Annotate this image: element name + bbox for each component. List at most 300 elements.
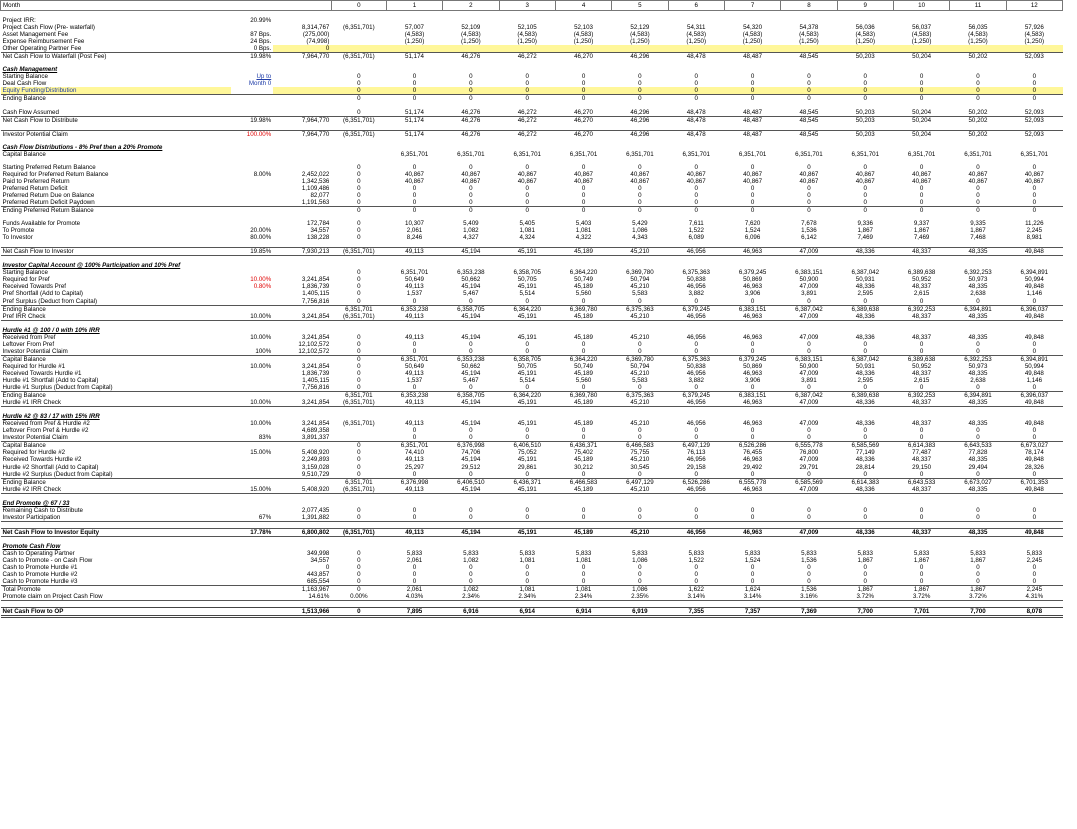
empty-cell <box>331 144 386 151</box>
empty-cell <box>724 500 780 507</box>
empty-cell <box>837 543 893 550</box>
month-value: 1,082 <box>463 556 479 564</box>
month-value: 0 <box>581 340 586 348</box>
section-title-row <box>1 413 1063 420</box>
month-value: 6,369,780 <box>626 269 654 277</box>
row-assumption: 19.98% <box>231 116 273 124</box>
month-value: 45,194 <box>461 369 481 377</box>
month-value: 1,522 <box>688 227 704 235</box>
month-value <box>331 38 386 45</box>
month-value: 0 <box>668 87 724 95</box>
month-value: (1,250) <box>404 38 425 46</box>
table-row <box>1 456 1063 463</box>
table-row <box>1 578 1063 586</box>
row-label: Hurdle #2 Shortfall (Add to Capital) <box>2 463 99 471</box>
month-value: 0 <box>386 87 442 95</box>
row-label: Preferred Return Due on Balance <box>2 191 95 199</box>
row-total: 3,241,854 <box>273 313 331 321</box>
month-value: 0 <box>412 578 417 586</box>
month-value: 6,353,238 <box>457 269 485 277</box>
table-row <box>1 234 1063 241</box>
month-value: 45,189 <box>574 420 594 428</box>
month-value: 0 <box>950 514 1006 522</box>
month-value: 2,638 <box>970 376 986 384</box>
month-value: 50,204 <box>893 130 949 138</box>
table-row <box>1 185 1063 192</box>
month-value: 0 <box>1032 427 1037 435</box>
row-total: 7,756,816 <box>301 384 330 392</box>
month-value: 6,406,510 <box>443 478 499 486</box>
empty-cell <box>781 500 837 507</box>
month-value: 2,245 <box>1026 227 1043 235</box>
row-total: 1,513,966 <box>273 608 331 617</box>
month-value: 6,351,701 <box>795 150 823 158</box>
month-value: 2,061 <box>406 227 423 235</box>
month-value: 0 <box>638 297 642 305</box>
month-value: 54,378 <box>799 24 819 32</box>
month-value: 47,009 <box>781 486 837 494</box>
month-value: 6,379,245 <box>724 355 780 363</box>
month-value: 0 <box>694 199 698 206</box>
empty-cell <box>724 543 780 550</box>
empty-cell <box>781 144 837 151</box>
month-value: 0 <box>357 199 361 206</box>
month-value: 6,369,780 <box>612 355 668 363</box>
month-value: 0 <box>331 355 386 363</box>
month-value: 0 <box>638 340 642 348</box>
month-value: 0 <box>412 470 417 478</box>
month-value: 46,276 <box>443 130 499 138</box>
month-value: 0 <box>581 191 586 199</box>
month-value: 40,867 <box>630 177 650 185</box>
row-total: 7,964,770 <box>273 116 331 124</box>
row-total: 82,077 <box>310 191 330 199</box>
month-value: 1,867 <box>857 227 873 235</box>
empty-cell <box>1006 413 1062 420</box>
month-value <box>612 17 668 24</box>
month-value: 50,203 <box>837 130 893 138</box>
month-value: 0 <box>525 578 529 586</box>
month-value: 7,620 <box>744 220 761 228</box>
row-label: Preferred Return Deficit <box>2 184 68 192</box>
month-value: 0 <box>919 564 924 572</box>
month-value: 45,210 <box>612 399 668 407</box>
month-value <box>499 17 555 24</box>
month-value: 0 <box>863 578 867 586</box>
empty-cell <box>555 413 611 420</box>
month-value: 5,833 <box>632 549 648 557</box>
month-value: 50,203 <box>837 53 893 61</box>
month-value: 30,545 <box>630 463 650 471</box>
month-value: 6,555,778 <box>724 478 780 486</box>
row-total <box>273 355 331 363</box>
month-value: (4,583) <box>517 31 537 39</box>
row-total: 1,836,739 <box>301 369 330 377</box>
month-value: 0 <box>581 199 586 206</box>
table-row <box>1 151 1063 158</box>
row-label: Promote claim on Project Cash Flow <box>1 593 231 601</box>
month-value: 45,189 <box>555 248 611 256</box>
month-value: 5,833 <box>688 549 704 557</box>
month-value: 0 <box>525 347 529 355</box>
month-value: 47,009 <box>799 369 819 377</box>
month-value: 0 <box>1032 297 1037 305</box>
month-value: 0 <box>638 470 642 478</box>
month-value: 0 <box>412 199 417 206</box>
table-row <box>1 334 1063 341</box>
row-assumption <box>231 550 273 557</box>
month-value: 1,867 <box>970 227 986 235</box>
row-assumption <box>231 427 273 434</box>
empty-cell <box>273 413 331 420</box>
row-label: Equity Funding/Distribution <box>1 87 231 95</box>
table-row <box>1 355 1063 363</box>
month-value: 0 <box>976 191 980 199</box>
month-value: 50,952 <box>912 276 932 284</box>
month-value: 0 <box>555 95 611 103</box>
month-value: 6,497,129 <box>668 442 724 450</box>
row-total: 3,241,854 <box>301 420 330 428</box>
month-value: 0 <box>781 207 837 215</box>
row-assumption <box>231 178 273 185</box>
month-value: 0 <box>525 506 529 514</box>
month-value: 9,337 <box>913 220 930 228</box>
month-value <box>950 17 1006 24</box>
section-title: Cash Management <box>2 66 58 74</box>
month-value: 29,158 <box>686 463 706 471</box>
month-value: 0 <box>357 463 361 471</box>
row-label: Required for Pref <box>2 276 50 284</box>
month-value: 0 <box>837 207 893 215</box>
month-value: 48,478 <box>686 108 706 116</box>
month-value: 45,194 <box>461 456 481 464</box>
row-assumption <box>231 220 273 227</box>
month-value: 0 <box>694 80 698 88</box>
month-value: 48,487 <box>724 116 780 124</box>
empty-cell <box>231 543 273 550</box>
month-value: 6,914 <box>499 608 555 617</box>
empty-cell <box>1006 66 1062 73</box>
row-label: Deal Cash Flow <box>2 80 47 88</box>
month-value: 6,387,042 <box>781 392 837 400</box>
row-total: 1,191,563 <box>301 199 330 206</box>
month-value: 0 <box>694 163 698 171</box>
month-value: (6,351,701) <box>331 130 386 138</box>
table-row <box>1 384 1063 392</box>
row-label: Cash to Promote Hurdle #2 <box>2 571 78 579</box>
month-value: 7,895 <box>386 608 442 617</box>
month-value: 6,358,705 <box>443 305 499 313</box>
month-value: 0 <box>919 506 924 514</box>
row-total <box>273 164 331 171</box>
row-label: Net Cash Flow to Investor <box>1 248 231 256</box>
month-value: 46,963 <box>743 456 763 464</box>
month-value: 45,191 <box>499 486 555 494</box>
month-value: 50,204 <box>912 108 932 116</box>
month-value: 0 <box>1006 514 1062 522</box>
row-assumption <box>231 507 273 514</box>
month-value: 1,081 <box>575 556 592 564</box>
row-assumption <box>231 478 273 486</box>
month-value: (4,583) <box>630 31 650 39</box>
month-value: 48,336 <box>837 248 893 256</box>
month-value: 3,882 <box>688 290 704 298</box>
month-value: 0 <box>1032 578 1037 586</box>
row-assumption <box>231 298 273 306</box>
month-value <box>893 45 949 53</box>
row-assumption <box>231 392 273 400</box>
month-cell: 8 <box>781 1 837 11</box>
month-value: 74,706 <box>461 449 481 457</box>
row-label: Required for Hurdle #1 <box>2 362 66 370</box>
empty-cell <box>499 500 555 507</box>
month-value: 6,369,780 <box>555 305 611 313</box>
month-value: 6,375,363 <box>668 355 724 363</box>
month-value: 40,867 <box>743 170 763 178</box>
month-value: 0 <box>919 571 924 579</box>
month-value: 45,210 <box>612 486 668 494</box>
month-value: 6,351,701 <box>457 150 485 158</box>
month-value: 0 <box>499 87 555 95</box>
month-value: 48,336 <box>855 369 875 377</box>
month-value: 45,210 <box>630 283 650 291</box>
row-label: Pref Shortfall (Add to Capital) <box>2 290 83 298</box>
month-value: 0 <box>499 514 555 522</box>
month-value: (1,250) <box>911 38 932 46</box>
month-value <box>331 434 386 442</box>
month-value: 0 <box>919 73 924 81</box>
month-value: (6,351,701) <box>331 248 386 256</box>
month-value: 45,210 <box>630 369 650 377</box>
month-value: 6,364,220 <box>555 355 611 363</box>
table-row <box>1 171 1063 178</box>
month-value: 0 <box>469 73 473 81</box>
month-value: 50,931 <box>855 276 875 284</box>
table-row <box>1 207 1063 215</box>
month-value: 0 <box>469 427 473 435</box>
month-value: (6,351,701) <box>331 313 386 321</box>
month-cell: 10 <box>893 1 949 11</box>
month-value: 2,595 <box>857 290 873 298</box>
month-value: 3.14% <box>724 593 780 601</box>
month-value: 0 <box>357 362 361 370</box>
month-value: 0 <box>357 234 361 242</box>
month-value: 0 <box>807 184 811 192</box>
section-title-row <box>1 543 1063 550</box>
row-label: Ending Balance <box>1 478 231 486</box>
month-value: 6,436,371 <box>499 478 555 486</box>
month-value: 46,956 <box>686 333 706 341</box>
month-value: 1,081 <box>555 586 611 594</box>
month-value: 0 <box>1032 340 1037 348</box>
month-value: 0 <box>976 564 980 572</box>
row-assumption: 100% <box>255 347 272 355</box>
month-value: 6,351,701 <box>400 150 429 158</box>
month-value: 0 <box>357 470 361 478</box>
month-value: 45,210 <box>630 420 650 428</box>
month-value: 45,191 <box>499 313 555 321</box>
row-label: Net Cash Flow to Waterfall (Post Fee) <box>1 53 231 61</box>
month-value: (1,250) <box>968 38 988 46</box>
month-value: 0 <box>1032 470 1037 478</box>
row-label: Ending Balance <box>1 305 231 313</box>
row-assumption: 10.00% <box>231 399 273 407</box>
month-value: 0 <box>694 571 698 579</box>
row-total: 172,784 <box>307 220 330 228</box>
month-value: 46,296 <box>630 108 650 116</box>
row-assumption <box>231 341 273 348</box>
month-value: 6,351,701 <box>513 150 541 158</box>
row-total: 3,159,028 <box>301 463 330 471</box>
month-value <box>331 31 386 38</box>
empty-cell <box>893 500 949 507</box>
month-value: 2,061 <box>406 556 423 564</box>
section-title: Hurdle #1 @ 100 / 0 with 10% IRR <box>2 326 100 334</box>
row-label: To Promote <box>2 227 35 235</box>
month-value: 0 <box>412 571 417 579</box>
row-total: 12,102,572 <box>298 340 330 348</box>
month-value: 56,037 <box>912 24 932 32</box>
empty-cell <box>724 144 780 151</box>
month-value: 29,861 <box>517 463 537 471</box>
row-total <box>273 87 331 95</box>
month-value <box>443 17 499 24</box>
empty-cell <box>386 543 442 550</box>
month-value: 0 <box>750 434 755 442</box>
table-row <box>1 116 1063 124</box>
month-value: 50,203 <box>855 108 875 116</box>
month-value: 50,838 <box>686 276 706 284</box>
empty-cell <box>386 262 442 269</box>
month-value: 0 <box>525 434 529 442</box>
month-value: 0 <box>893 514 949 522</box>
table-row <box>1 199 1063 207</box>
month-value: 6,392,253 <box>893 305 949 313</box>
empty-cell <box>612 543 668 550</box>
month-value: 0 <box>1032 73 1037 81</box>
empty-cell <box>1006 262 1062 269</box>
month-value: 0 <box>1032 506 1037 514</box>
empty-cell <box>499 327 555 334</box>
empty-cell <box>499 144 555 151</box>
month-value: 7,701 <box>893 608 949 617</box>
month-value: 1,867 <box>913 227 930 235</box>
month-value: 50,705 <box>517 276 537 284</box>
month-value: 1,082 <box>463 227 479 235</box>
month-value: 0 <box>525 571 529 579</box>
row-assumption <box>231 608 273 617</box>
empty-cell <box>231 66 273 73</box>
empty-cell <box>950 543 1006 550</box>
row-assumption <box>231 207 273 215</box>
month-value: 5,514 <box>519 376 535 384</box>
row-label: Hurdle #1 IRR Check <box>1 399 231 407</box>
row-label: Starting Preferred Return Balance <box>2 163 96 171</box>
month-value: 6,351,701 <box>738 150 767 158</box>
month-value: 50,952 <box>912 362 932 370</box>
month-value <box>950 45 1006 53</box>
month-value: 0 <box>357 347 361 355</box>
table-row <box>1 571 1063 578</box>
month-value: 0 <box>668 514 724 522</box>
empty-cell <box>612 262 668 269</box>
month-value: (4,583) <box>855 31 876 39</box>
month-value: 0 <box>724 207 780 215</box>
month-value: 45,210 <box>630 333 650 341</box>
row-total: 7,756,816 <box>301 297 330 305</box>
month-value: 6,555,778 <box>781 442 837 450</box>
month-value: 1,867 <box>913 556 930 564</box>
month-value: 4,343 <box>632 234 648 242</box>
month-value: 5,833 <box>575 549 592 557</box>
month-value: 46,956 <box>668 528 724 536</box>
month-value: 5,560 <box>575 376 592 384</box>
month-value: 6,585,569 <box>781 478 837 486</box>
month-value: 0 <box>807 163 811 171</box>
month-value: 0 <box>694 578 698 586</box>
row-assumption: Up to <box>256 73 272 81</box>
month-value: 0 <box>976 73 980 81</box>
month-value: 5,583 <box>632 376 648 384</box>
empty-cell <box>837 500 893 507</box>
month-value: 0 <box>638 578 642 586</box>
row-label: Hurdle #2 IRR Check <box>1 486 231 494</box>
row-total: 1,405,115 <box>302 376 330 384</box>
month-value: 46,956 <box>668 248 724 256</box>
month-value: 7,468 <box>970 234 986 242</box>
month-value: 5,429 <box>632 220 648 228</box>
month-value: 40,867 <box>855 170 875 178</box>
month-value <box>893 17 949 24</box>
row-assumption: 8.00% <box>253 170 272 178</box>
month-value: 75,755 <box>630 449 650 457</box>
month-value: 0 <box>781 514 837 522</box>
month-value: 0 <box>386 514 442 522</box>
month-value: 50,202 <box>968 108 988 116</box>
month-value: 0 <box>950 87 1006 95</box>
month-value: 0 <box>386 207 442 215</box>
month-value: 0 <box>694 470 698 478</box>
table-row <box>1 109 1063 117</box>
row-label: Received from Pref <box>2 333 56 341</box>
month-value: 48,545 <box>799 108 819 116</box>
row-label: Received Towards Hurdle #2 <box>2 456 82 464</box>
month-value: 0 <box>807 578 811 586</box>
month-value: 0 <box>863 427 867 435</box>
empty-cell <box>443 327 499 334</box>
month-value: 76,800 <box>799 449 819 457</box>
empty-cell <box>1006 500 1062 507</box>
table-row <box>1 420 1063 427</box>
month-value: 0 <box>638 347 642 355</box>
month-value: 45,189 <box>574 369 594 377</box>
row-assumption: 10.00% <box>250 333 272 341</box>
month-value: 48,337 <box>912 333 932 341</box>
month-value: 0 <box>357 556 361 564</box>
month-value: 6,375,363 <box>612 392 668 400</box>
month-value: (6,351,701) <box>331 116 386 124</box>
row-assumption <box>231 557 273 564</box>
table-row <box>1 227 1063 234</box>
month-value: 48,487 <box>724 130 780 138</box>
month-value: 1,146 <box>1026 290 1043 298</box>
month-value: 0 <box>443 87 499 95</box>
table-row <box>1 313 1063 321</box>
row-assumption <box>231 87 273 95</box>
row-total: 443,857 <box>307 571 330 579</box>
month-value: 76,113 <box>687 449 706 457</box>
month-value: 6,351,701 <box>386 355 442 363</box>
